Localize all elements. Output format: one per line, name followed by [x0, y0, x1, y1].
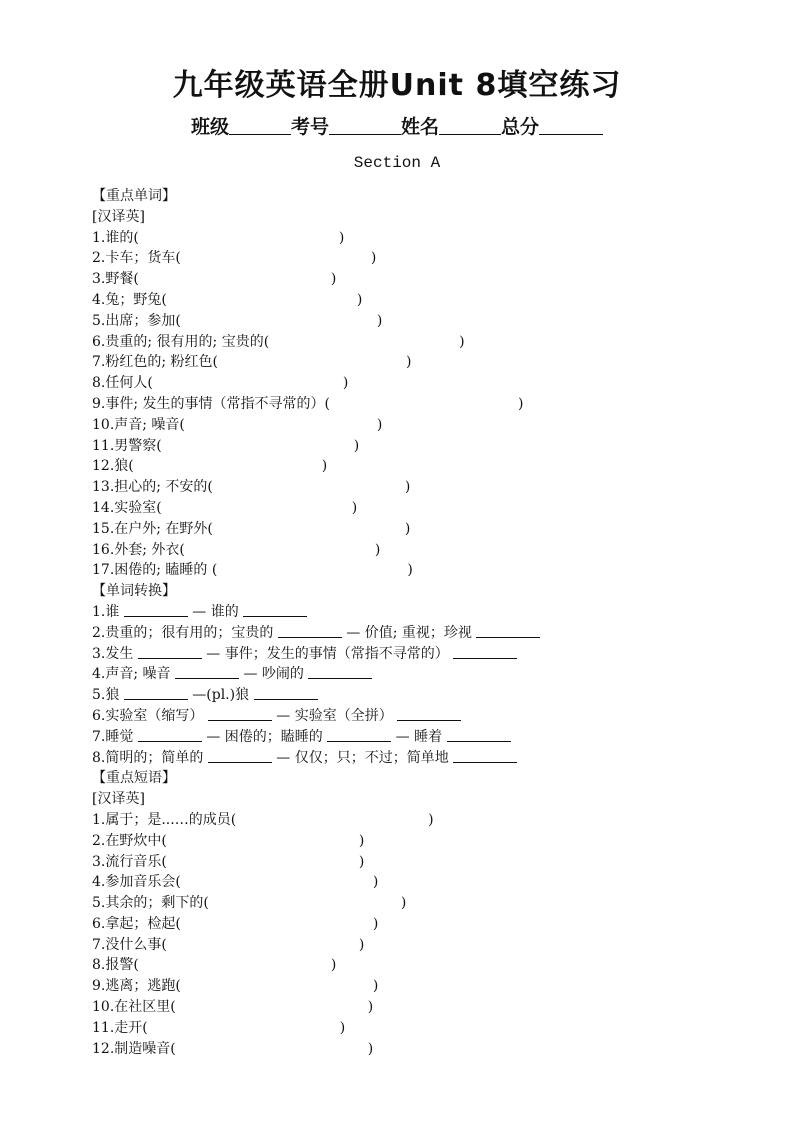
conversion-item: 4.声音; 噪音 — 吵闹的	[92, 664, 732, 685]
score-label: 总分	[501, 116, 540, 138]
page-title: 九年级英语全册Unit 8填空练习	[172, 68, 622, 103]
answer-blank[interactable]	[124, 602, 188, 617]
word-item: 7.粉红色的; 粉红色( )	[92, 354, 412, 371]
phrase-item: 4.参加音乐会( )	[92, 874, 379, 891]
conversion-item: 7.睡觉 — 困倦的；瞌睡的 — 睡着	[92, 727, 732, 748]
word-item: 4.兔；野兔( )	[92, 291, 363, 308]
word-item: 5.出席；参加( )	[92, 312, 383, 329]
answer-blank[interactable]	[453, 644, 517, 659]
phrase-item: 9.逃离；逃跑( )	[92, 978, 379, 995]
score-blank[interactable]	[539, 116, 603, 135]
answer-blank[interactable]	[327, 727, 391, 742]
phrase-item: 5.其余的；剩下的( )	[92, 895, 407, 912]
class-label: 班级	[190, 116, 229, 138]
name-label: 姓名	[401, 116, 440, 138]
answer-blank[interactable]	[175, 664, 239, 679]
word-item: 10.声音; 噪音( )	[92, 416, 383, 433]
heading-key-phrases: 【重点短语】	[92, 770, 176, 787]
conversion-item: 2.贵重的；很有用的；宝贵的 — 价值; 重视；珍视	[92, 623, 732, 644]
answer-blank[interactable]	[138, 644, 202, 659]
subheading-cn-to-en: [汉译英]	[92, 208, 145, 225]
exam-no-label: 考号	[290, 116, 329, 138]
word-item: 15.在户外; 在野外( )	[92, 520, 411, 537]
phrase-item: 10.在社区里( )	[92, 999, 374, 1016]
phrase-item: 3.流行音乐( )	[92, 853, 365, 870]
answer-blank[interactable]	[308, 664, 372, 679]
answer-blank[interactable]	[254, 685, 318, 700]
answer-blank[interactable]	[453, 748, 517, 763]
phrase-item: 6.拿起；检起( )	[92, 915, 379, 932]
word-item: 11.男警察( )	[92, 437, 360, 454]
conversion-item: 6.实验室（缩写） — 实验室（全拼）	[92, 706, 732, 727]
answer-blank[interactable]	[278, 623, 342, 638]
word-item: 8.任何人( )	[92, 375, 349, 392]
conversion-item: 8.简明的；简单的 — 仅仅；只；不过；简单地	[92, 748, 732, 769]
answer-blank[interactable]	[208, 706, 272, 721]
word-item: 3.野餐( )	[92, 271, 337, 288]
heading-word-conversion: 【单词转换】	[92, 583, 176, 600]
heading-key-words: 【重点单词】	[92, 188, 176, 204]
word-item: 2.卡车；货车( )	[92, 250, 377, 267]
answer-blank[interactable]	[476, 623, 540, 638]
answer-blank[interactable]	[447, 727, 511, 742]
exam-no-blank[interactable]	[329, 116, 401, 135]
conversion-item: 5.狼 —(pl.)狼	[92, 685, 732, 706]
answer-blank[interactable]	[124, 685, 188, 700]
conversion-item: 1.谁 — 谁的	[92, 602, 732, 623]
answer-blank[interactable]	[208, 748, 272, 763]
word-item: 14.实验室( )	[92, 499, 358, 516]
phrase-item: 7.没什么事( )	[92, 936, 365, 953]
word-item: 16.外套; 外衣( )	[92, 541, 381, 558]
word-item: 13.担心的; 不安的( )	[92, 479, 411, 496]
phrase-item: 2.在野炊中( )	[92, 832, 365, 849]
worksheet-body	[92, 186, 732, 1059]
class-blank[interactable]	[229, 116, 291, 135]
phrase-item: 12.制造噪音( )	[92, 1040, 374, 1057]
conversion-item: 3.发生 — 事件；发生的事情（常指不寻常的）	[92, 644, 732, 665]
subheading-cn-to-en: [汉译英]	[92, 791, 145, 808]
section-title: Section A	[353, 154, 441, 172]
answer-blank[interactable]	[243, 602, 307, 617]
word-item: 6.贵重的; 很有用的; 宝贵的( )	[92, 333, 465, 350]
answer-blank[interactable]	[397, 706, 461, 721]
phrase-item: 1.属于；是...…的成员( )	[92, 811, 434, 828]
phrase-item: 11.走开( )	[92, 1019, 346, 1036]
student-info-line	[0, 112, 794, 139]
phrase-item: 8.报警( )	[92, 957, 337, 974]
name-blank[interactable]	[439, 116, 501, 135]
word-item: 1.谁的( )	[92, 229, 345, 246]
answer-blank[interactable]	[138, 727, 202, 742]
word-item: 12.狼( )	[92, 458, 328, 475]
word-item: 9.事件; 发生的事情（常指不寻常的）( )	[92, 395, 524, 412]
word-item: 17.困倦的; 瞌睡的 ( )	[92, 562, 413, 579]
